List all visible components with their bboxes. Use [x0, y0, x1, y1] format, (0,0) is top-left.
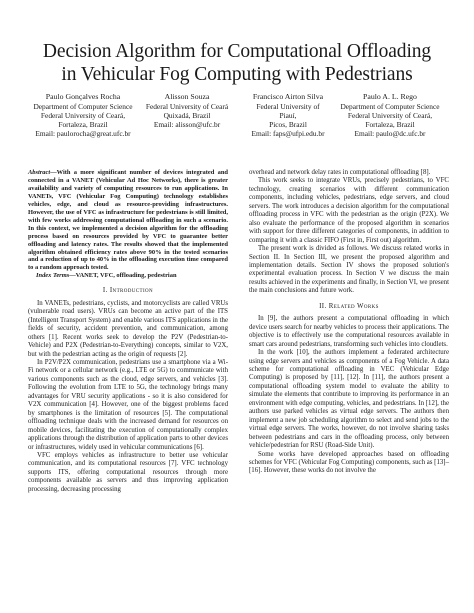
paragraph: In [9], the authors present a computational offloading in which device users search for nearby vehicles to process their applications. The objective is to effectively use the computational resources available in smart cars around pedestrians, transforming such vehicles into cloudlets.: [249, 315, 449, 348]
author-name: Francisco Airton Silva: [252, 92, 324, 101]
author-affiliation: Federal University of Ceará,: [347, 110, 433, 120]
index-terms-label: Index Terms: [36, 272, 70, 280]
author-1: [24, 92, 142, 138]
title-line-1: Decision Algorithm for Computational Offloading: [42, 41, 432, 62]
author-affiliation: Federal University of Ceará,: [40, 110, 126, 120]
paragraph: In the work [10], the authors implement a federated architecture using edge servers and vehicles as components of a Fog Vehicle. A data scheme for computational offloading in VEC (Vehicular Edge Computing) is proposed by [11], [12]. In [11], the authors present a computational offloading system model to evaluate the ability to simulate the elements that contribute to improving its performance in an environment with edge computing, vehicles, and pedestrians. In [12], the authors use parked vehicles as virtual edge servers. The authors then implement a new job scheduling algorithm to select and send jobs to the virtual edge servers. The works, however, do not involve sharing tasks between pedestrians and cars in the offloading process, only between vehicle/pedestrian for RSU (Road-Side Unit).: [249, 349, 449, 450]
author-affiliation: Federal University of: [256, 101, 320, 111]
author-2: [132, 92, 242, 129]
paragraph: In P2V/P2X communication, pedestrians use a smartphone via a Wi-Fi network or a cellular network (e.g., LTE or 5G) to communicate with various components such as the cloud, edge servers, and vehicles [3]. Following the evolution from LTE to 5G, the technology brings many advantages for VRU security applications - so it is also considered for V2X communication [4]. However, one of the biggest problems faced by smartphones is the limitation of resources [5]. The computational offloading technique deals with the increased demand for resources on mobile devices, facilitating the execution of computationally complex applications through the distribution of application parts to other devices or infrastructures, widely used in vehicular communications [6].: [28, 358, 228, 451]
paragraph: Some works have developed approaches based on offloading schemes for VFC (Vehicular Fog Computing) components, such as [13]–[16]. However, these works do not involve the: [249, 450, 449, 475]
author-name: Paulo Gonçalves Rocha: [45, 92, 121, 101]
author-name: Alisson Souza: [164, 92, 210, 101]
paragraph: VFC employs vehicles as infrastructure to better use vehicular communication, and its computational resources [7]. VFC technology supports ITS, offering computational resources through more components available as servers and thus improving application processing, decreasing processing: [28, 451, 228, 493]
author-location: Quixadá, Brazil: [163, 110, 211, 120]
section-heading-related-works: II. Related Works: [319, 302, 379, 310]
abstract-text: —With a more significant number of devices integrated and connected in a VANET (Vehicular Ad Hoc Networks), there is greater availability and variety of computing resources to run applications. In VANETs, VFC (Vehicular Fog Computing) technology establishes vehicles, edge, and cloud as resource-providing infrastructures. However, the use of VFC as infrastructure for pedestrians is still limited, with few works addressing computational offloading in such a scenario. In this context, we implemented a decision algorithm for the offloading process based on resources provided by VFC to guarantee better offloading and latency rates. The results showed that the implemented algorithm obtained efficiency rates above 90% in the tested scenarios and a reduction of up to 40% in the offloading execution time compared to a random approach tested.: [28, 169, 228, 272]
title-line-2: in Vehicular Fog Computing with Pedestrians: [61, 64, 413, 85]
author-affiliation: Federal University of Ceará: [145, 101, 229, 111]
author-affiliation: Piauí,: [279, 110, 297, 120]
author-email: Email: faps@ufpi.edu.br: [251, 128, 325, 138]
author-4: [330, 92, 450, 138]
author-location: Picos, Brazil: [269, 119, 307, 129]
paragraph: The present work is divided as follows. We discuss related works in Section II. In Section III, we present the proposed algorithm and implementation details. Section IV shows the proposed solution's experimental evaluation process. In Section V we discuss the main results achieved in the experiments and finally, in Section VI, we present the main conclusions and future work.: [249, 245, 449, 295]
author-email: Email: paulo@dc.ufc.br: [354, 128, 426, 138]
author-block: [24, 92, 450, 142]
index-terms-text: —VANET, VFC, offloading, pedestrian: [69, 272, 177, 280]
author-email: Email: alisson@ufc.br: [153, 119, 221, 129]
author-location: Fortaleza, Brazil: [58, 119, 108, 129]
author-email: Email: paulorocha@great.ufc.br: [35, 128, 131, 138]
section-heading-introduction: I. Introduction: [102, 287, 154, 295]
author-name: Paulo A. L. Rego: [363, 92, 417, 101]
paragraph: overhead and network delay rates in computational offloading [8].: [249, 169, 431, 176]
paragraph: This work seeks to integrate VRUs, precisely pedestrians, to VFC technology, creating scenarios with different communication components, including vehicles, pedestrians, edge servers, and cloud servers. The work introduces a decision algorithm for the computational offloading process in VFC with the pedestrian as the origin (P2X). We also evaluate the performance of the proposed algorithm in scenarios with support for three different categories of components, in addition to comparing it with a classic FIFO (First in, First out) algorithm.: [249, 177, 449, 244]
abstract: [28, 169, 228, 272]
paper-title: [20, 40, 454, 86]
author-location: Fortaleza, Brazil: [365, 119, 415, 129]
left-column: [28, 169, 228, 494]
author-affiliation: Department of Computer Science: [340, 101, 440, 111]
paragraph: In VANETs, pedestrians, cyclists, and motorcyclists are called VRUs (vulnerable road users). VRUs can become an active part of the ITS (Intelligent Transport System) and enable various ITS applications in the fields of security, accident prevention, and communication, among others [1]. Recent works seek to develop the P2V (Pedestrian-to-Vehicle) and P2X (Pedestrian-to-Everything) concepts, similar to V2X, but with the pedestrian acting as the origin of requests [2].: [28, 299, 228, 358]
index-terms: [28, 272, 228, 280]
author-3: [234, 92, 342, 138]
author-affiliation: Department of Computer Science: [33, 101, 133, 111]
right-column: [249, 169, 449, 476]
abstract-label: Abstract: [28, 169, 51, 176]
